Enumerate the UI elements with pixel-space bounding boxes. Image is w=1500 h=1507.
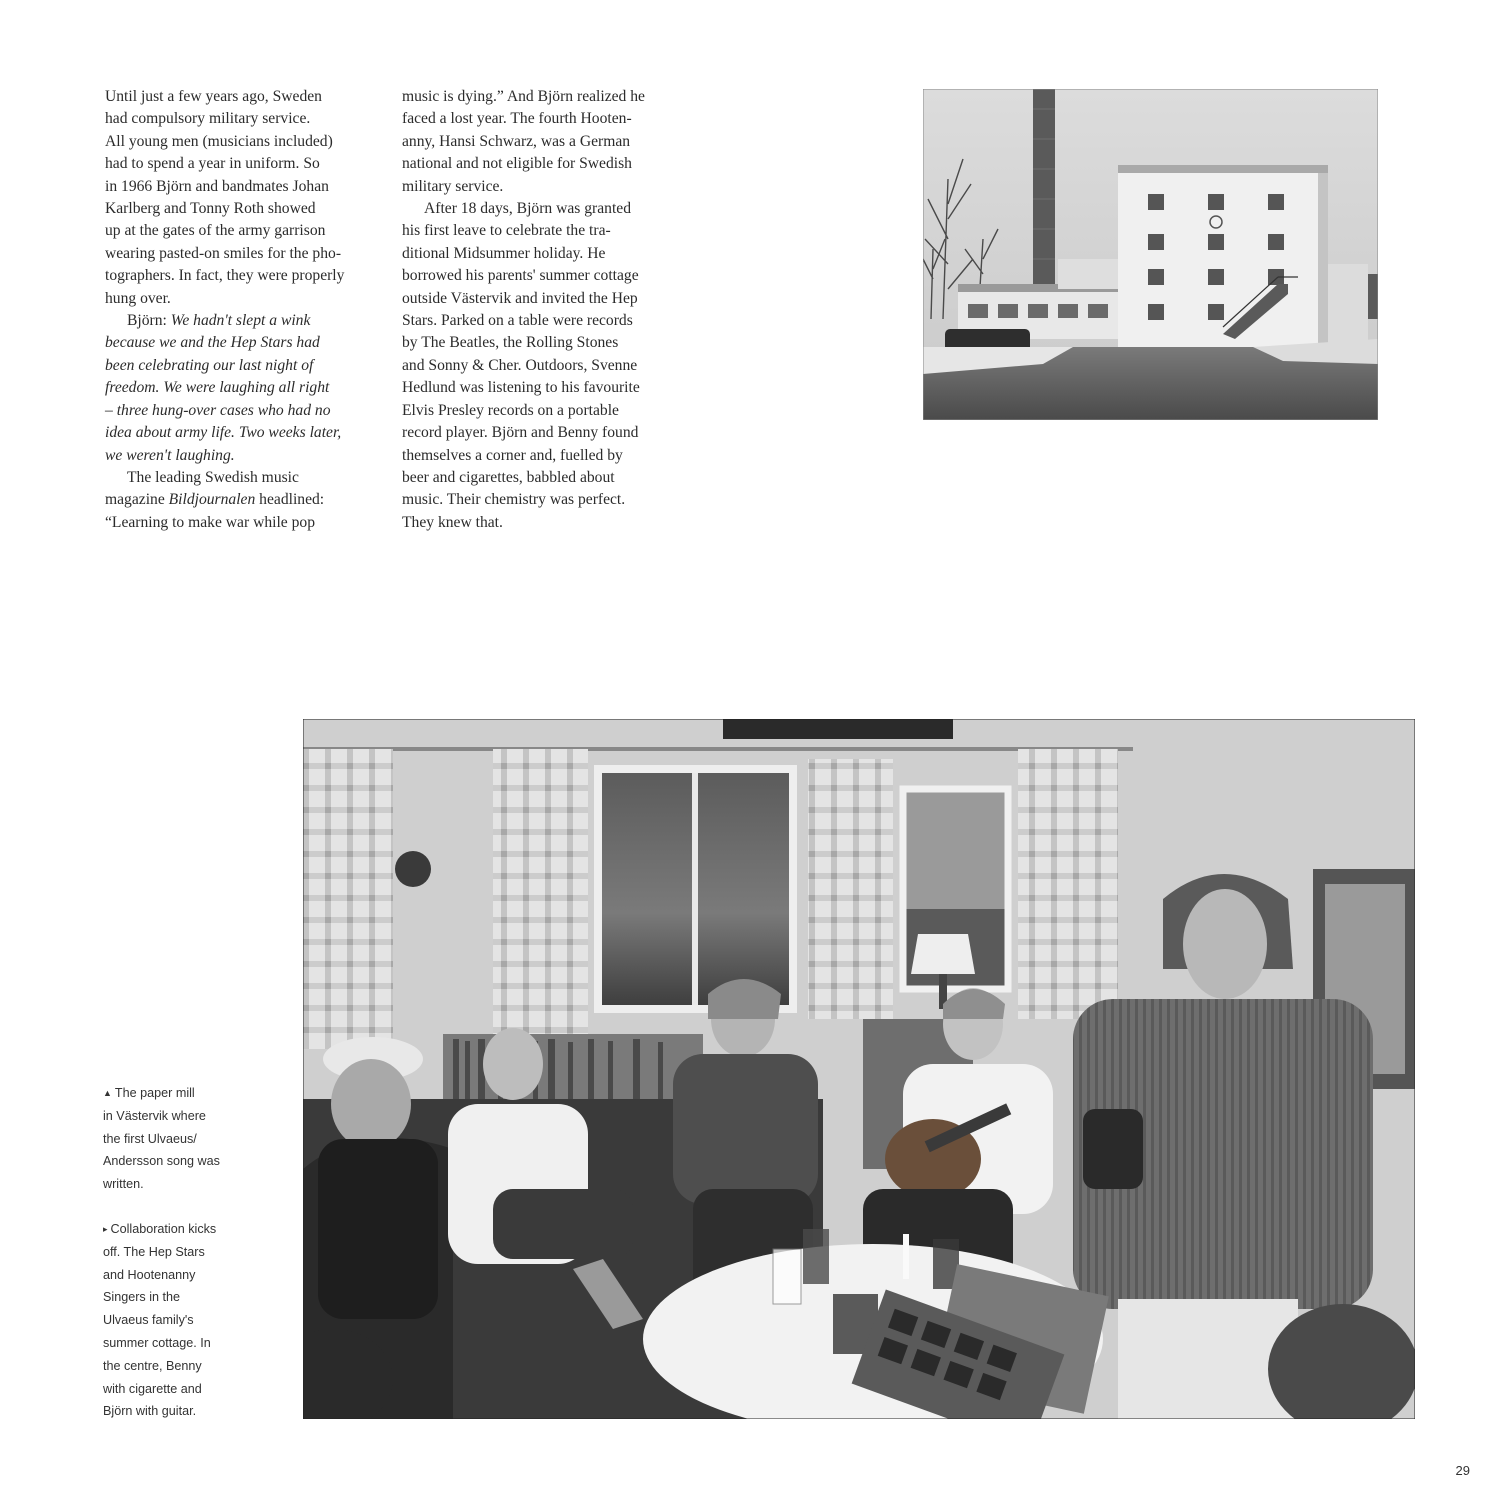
text-line: up at the gates of the army garrison (105, 222, 326, 240)
caption-line: the first Ulvaeus/ (103, 1131, 197, 1146)
paper-mill-illustration (923, 89, 1378, 420)
caption-text: The paper mill (114, 1086, 195, 1100)
paragraph-continuation (402, 86, 682, 198)
caption-line: with cigarette and (103, 1381, 202, 1396)
text-line: beer and cigarettes, babbled about (402, 468, 615, 486)
text-line: music is dying.” And Björn realized he (402, 88, 645, 105)
table-lamp (911, 934, 975, 974)
caption-line: summer cottage. In (103, 1335, 211, 1350)
text-line: wearing pasted-on smiles for the pho- (105, 244, 342, 262)
text-line: had compulsory military service. (105, 110, 311, 128)
text-line: The leading Swedish music (127, 468, 299, 486)
text-line: themselves a corner and, fuelled by (402, 446, 623, 464)
paragraph-military-service (105, 86, 380, 310)
text-line: Elvis Presley records on a portable (402, 401, 619, 419)
paragraph-bjorn-quote (105, 310, 380, 467)
caption-text: Collaboration kicks (110, 1222, 217, 1236)
caption-line: off. The Hep Stars (103, 1244, 205, 1259)
caption-paper-mill (103, 1082, 233, 1196)
text-line: After 18 days, Björn was granted (424, 200, 631, 218)
text-line: his first leave to celebrate the tra- (402, 222, 611, 240)
person-center-left (483, 1028, 543, 1100)
paragraph-midsummer (402, 198, 682, 534)
quote-line: we weren't laughing. (105, 446, 235, 464)
text-line: outside Västervik and invited the Hep (402, 289, 638, 307)
speaker-label: Björn: (127, 312, 167, 330)
page-number: 29 (1455, 1463, 1470, 1478)
caption-collaboration (103, 1218, 233, 1423)
quote-line: idea about army life. Two weeks later, (105, 424, 342, 442)
caption-line: in Västervik where (103, 1108, 206, 1123)
text-line: music. Their chemistry was perfect. (402, 491, 626, 509)
text-line: Until just a few years ago, Sweden (105, 88, 322, 105)
text-line: Stars. Parked on a table were records (402, 312, 633, 330)
caption-line (103, 1218, 233, 1241)
text-line: They knew that. (402, 513, 503, 531)
quote-line: because we and the Hep Stars had (105, 334, 320, 352)
caption-line: Björn with guitar. (103, 1404, 197, 1419)
paragraph-bildjournalen (105, 467, 380, 534)
quote-line: been celebrating our last night of (105, 356, 314, 374)
text-line: record player. Björn and Benny found (402, 424, 639, 442)
caption-line: and Hootenanny (103, 1267, 196, 1282)
text-fragment: magazine (105, 491, 169, 509)
text-line: had to spend a year in uniform. So (105, 155, 320, 173)
text-line (105, 310, 380, 332)
quote-text: We hadn't slept a wink (170, 312, 311, 330)
quote-line: freedom. We were laughing all right (105, 379, 330, 397)
quote-line: – three hung-over cases who had no (105, 401, 331, 419)
cottage-party-illustration (303, 719, 1415, 1419)
cottage-party-photo (303, 719, 1415, 1419)
text-line: All young men (musicians included) (105, 132, 333, 150)
text-column-2 (402, 86, 682, 534)
text-line: military service. (402, 177, 504, 195)
text-line: by The Beatles, the Rolling Stones (402, 334, 619, 352)
caption-line: Singers in the (103, 1290, 181, 1305)
text-line: Hedlund was listening to his favourite (402, 379, 640, 397)
caption-line: Andersson song was (103, 1154, 220, 1169)
person-standing (1183, 889, 1267, 999)
text-column-1 (105, 86, 380, 534)
text-line (105, 489, 380, 511)
text-fragment: headlined: (255, 491, 325, 509)
text-line: anny, Hansi Schwarz, was a German (402, 132, 631, 150)
text-line: faced a lost year. The fourth Hooten- (402, 110, 632, 128)
text-line: “Learning to make war while pop (105, 513, 316, 531)
caption-line (103, 1082, 233, 1105)
text-line: borrowed his parents' summer cottage (402, 267, 639, 285)
text-line: Karlberg and Tonny Roth showed (105, 200, 316, 218)
caption-line: Ulvaeus family's (103, 1313, 194, 1328)
text-line: hung over. (105, 289, 171, 307)
text-line: national and not eligible for Swedish (402, 155, 632, 173)
triangle-right-icon: ▸ (103, 1224, 108, 1234)
caption-line: the centre, Benny (103, 1358, 202, 1373)
paper-mill-photo (923, 89, 1378, 420)
curtain-left (303, 749, 393, 1049)
triangle-up-icon: ▲ (103, 1088, 112, 1098)
text-line: in 1966 Björn and bandmates Johan (105, 177, 329, 195)
magazine-title: Bildjournalen (168, 491, 256, 509)
text-line: and Sonny & Cher. Outdoors, Svenne (402, 356, 638, 374)
caption-line: written. (103, 1177, 144, 1192)
text-line: ditional Midsummer holiday. He (402, 244, 606, 262)
text-line: tographers. In fact, they were properly (105, 267, 345, 285)
